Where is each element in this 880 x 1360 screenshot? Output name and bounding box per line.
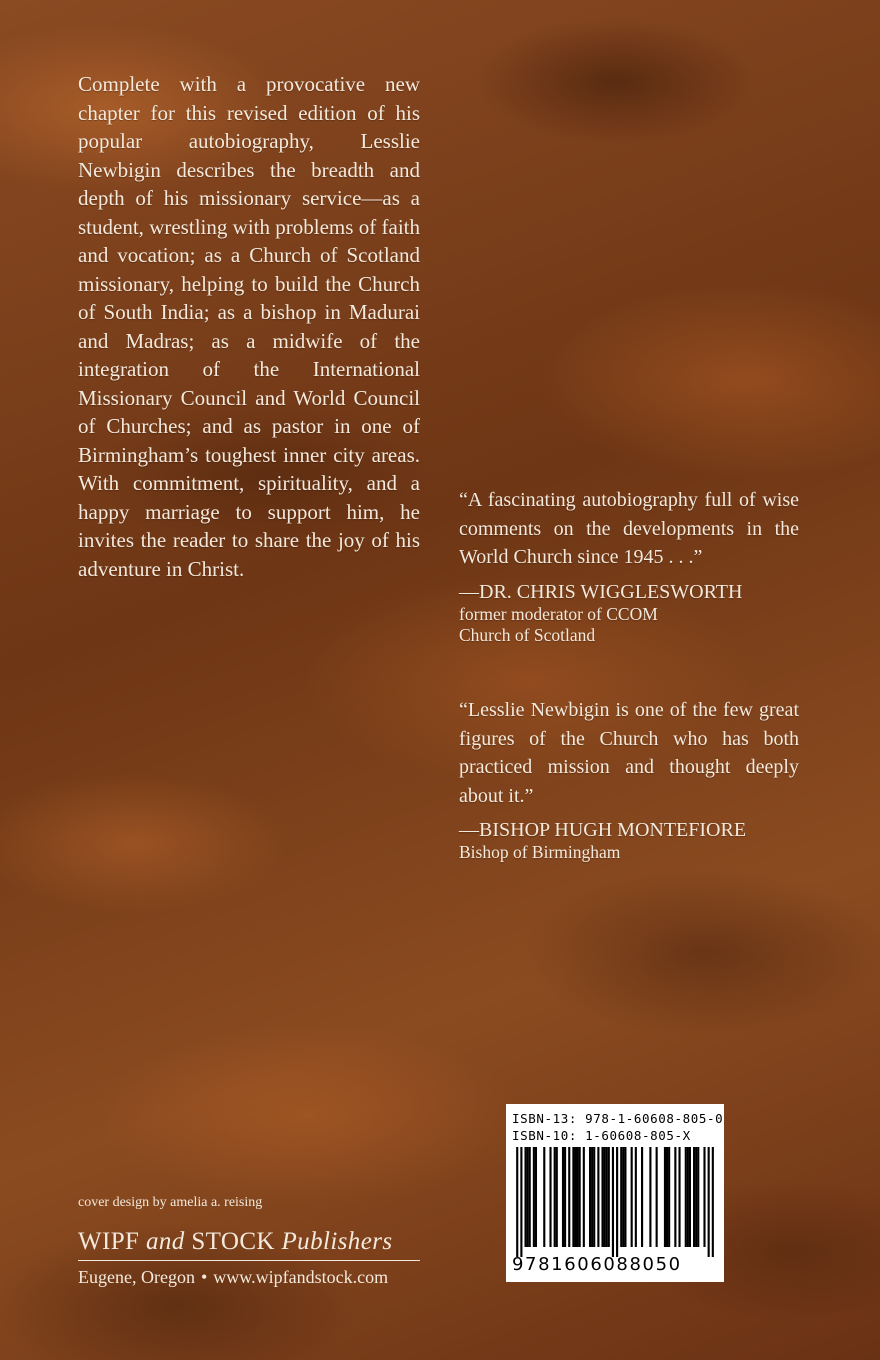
isbn-barcode-box	[506, 1104, 724, 1282]
barcode-bar	[606, 1147, 608, 1247]
barcode-bar	[678, 1147, 680, 1247]
barcode-bar	[533, 1147, 535, 1247]
endorsement-role: former moderator of CCOM	[459, 603, 658, 624]
barcode-bar	[697, 1147, 699, 1247]
barcode-bar	[608, 1147, 610, 1247]
barcode-bar	[695, 1147, 697, 1247]
barcode-digits: 9781606088050	[512, 1254, 682, 1275]
barcode-bar	[562, 1147, 564, 1247]
barcode-bar	[693, 1147, 695, 1247]
publisher-address	[78, 1265, 420, 1289]
barcode-bar	[649, 1147, 651, 1247]
barcode-bar	[674, 1147, 676, 1247]
barcode-bar	[516, 1147, 518, 1257]
bullet-separator: •	[200, 1267, 208, 1287]
endorsement-quote: “Lesslie Newbigin is one of the few great figures of the Church who has both practiced mission and thought deeply about it.”	[459, 699, 799, 807]
barcode-bar	[616, 1147, 618, 1257]
barcode-bar	[574, 1147, 576, 1247]
barcode-bar	[624, 1147, 626, 1247]
barcode-bar	[656, 1147, 658, 1247]
barcode-bar	[689, 1147, 691, 1247]
endorsement-montefiore	[459, 696, 799, 863]
blurb-text: Complete with a provocative new chapter for this revised edition of his popular autobiography, Lesslie Newbigin describes the breadth and depth of his missionary service—as a student, wrestling with problems of faith and vocation; as a Church of Scotland missionary, helping to build the Church of South India; as a bishop in Madurai and Madras; as a midwife of the integration of the International Missionary Council and World Council of Churches; and as pastor in one of Birmingham’s toughest inner city areas. With commitment, spirituality, and a happy marriage to support him, he invites the reader to share the joy of his adventure in Christ.	[78, 72, 420, 581]
barcode-bar	[577, 1147, 579, 1247]
barcode-bar	[583, 1147, 585, 1247]
endorsement-role: Bishop of Birmingham	[459, 842, 621, 862]
barcode-bar	[666, 1147, 668, 1247]
barcode-bar	[529, 1147, 531, 1247]
isbn10-label: ISBN-10: 1-60608-805-X	[512, 1128, 691, 1143]
barcode-bar	[589, 1147, 591, 1247]
publisher-city: Eugene, Oregon	[78, 1267, 195, 1287]
barcode-bar	[685, 1147, 687, 1247]
barcode-bar	[520, 1147, 522, 1257]
barcode-bar	[579, 1147, 581, 1247]
endorsement-quote: “A fascinating autobiography full of wise comments on the developments in the World Church since 1945 . . .”	[459, 489, 799, 568]
barcode-bar	[620, 1147, 622, 1247]
barcode-bar	[687, 1147, 689, 1247]
barcode-bar	[597, 1147, 599, 1247]
barcode-bar	[712, 1147, 714, 1257]
barcode-bar	[543, 1147, 545, 1247]
barcode-bar	[604, 1147, 606, 1247]
blurb	[78, 70, 420, 583]
publisher-block	[78, 1226, 420, 1289]
barcode-bar	[635, 1147, 637, 1247]
publisher-name-part2: STOCK	[184, 1228, 282, 1255]
barcode-bar	[641, 1147, 643, 1247]
publisher-name-part3: Publishers	[281, 1228, 393, 1255]
publisher-url: www.wipfandstock.com	[213, 1267, 389, 1287]
barcode-bar	[564, 1147, 566, 1247]
barcode-bar	[556, 1147, 558, 1247]
barcode-bar	[591, 1147, 593, 1247]
cover-design-credit: cover design by amelia a. reising	[78, 1195, 263, 1210]
barcode-bar	[631, 1147, 633, 1247]
publisher-name-part1: WIPF	[78, 1228, 146, 1255]
barcode-bars	[512, 1147, 718, 1257]
endorsement-author: —DR. CHRIS WIGGLESWORTH	[459, 580, 743, 603]
endorsement-wigglesworth	[459, 486, 799, 646]
barcode-bar	[549, 1147, 551, 1247]
barcode-bar	[527, 1147, 529, 1247]
barcode-bar	[708, 1147, 710, 1257]
barcode-bar	[612, 1147, 614, 1257]
barcode-bar	[568, 1147, 570, 1247]
barcode-bar	[668, 1147, 670, 1247]
barcode-bar	[601, 1147, 603, 1247]
barcode-bar	[524, 1147, 526, 1247]
barcode-bar	[664, 1147, 666, 1247]
barcode-bar	[572, 1147, 574, 1247]
barcode-bar	[554, 1147, 556, 1247]
barcode-bar	[593, 1147, 595, 1247]
barcode-bar	[535, 1147, 537, 1247]
isbn13-label: ISBN-13: 978-1-60608-805-0	[512, 1111, 724, 1126]
endorsement-affiliation: Church of Scotland	[459, 624, 596, 645]
barcode-bar	[703, 1147, 705, 1247]
endorsement-author: —BISHOP HUGH MONTEFIORE	[459, 819, 747, 841]
barcode-bar	[622, 1147, 624, 1247]
publisher-name	[78, 1226, 420, 1261]
publisher-name-and: and	[145, 1228, 185, 1255]
